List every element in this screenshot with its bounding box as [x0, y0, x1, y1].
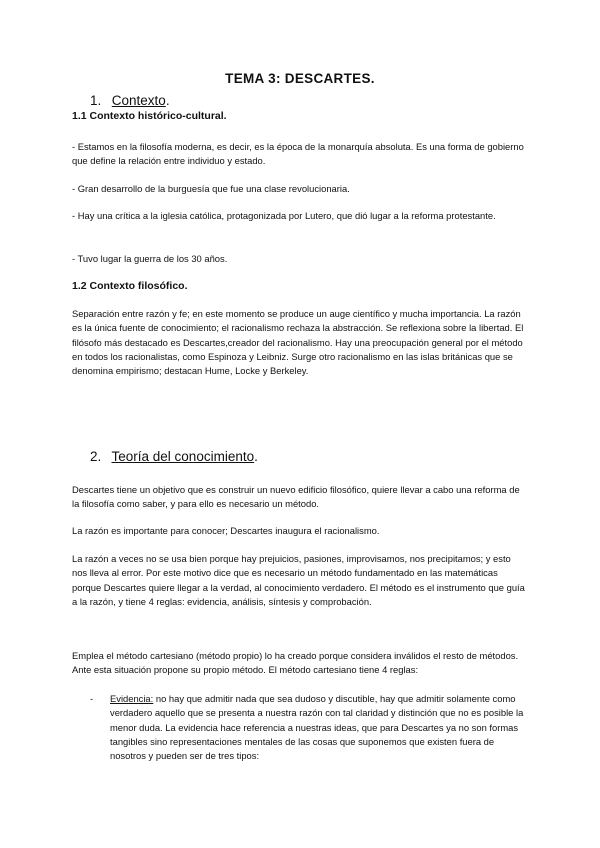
section-2-title: Teoría del conocimiento	[111, 449, 255, 464]
paragraph: Emplea el método cartesiano (método propio) lo ha creado porque considera inválidos el resto de métodos. Ante esta situación propone su propio método. El método cartesiano tiene 4 reglas:	[72, 650, 519, 676]
list-item-label: Evidencia:	[110, 693, 154, 704]
paragraph: Descartes tiene un objetivo que es construir un nuevo edificio filosófico, quiere llevar a cabo una reforma de la filosofía como saber, y para ello es necesario un método.	[72, 484, 520, 510]
paragraph: - Hay una crítica a la iglesia católica, protagonizada por Lutero, que dió lugar a la reforma protestante.	[72, 210, 496, 221]
list-item	[90, 692, 530, 763]
subsection-1-2-heading: 1.2 Contexto filosófico.	[72, 280, 188, 292]
paragraph: - Estamos en la filosofía moderna, es decir, es la época de la monarquía absoluta. Es una forma de gobierno que define la relación entre individuo y estado.	[72, 141, 524, 167]
section-2-number: 2.	[90, 449, 102, 464]
section-2-heading: 2. Teoría del conocimiento.	[90, 449, 258, 464]
section-1-number: 1.	[90, 93, 102, 108]
document-title: TEMA 3: DESCARTES.	[225, 71, 375, 86]
list-item-text: no hay que admitir nada que sea dudoso y discutible, hay que admitir solamente como verdadero aquello que se presenta a nuestra razón con tal claridad y distinción que no es posible la menor duda. La evidencia hace referencia a nuestras ideas, que para Descartes ya no son formas tangibles sino representaciones mentales de las cosas que suponemos que existen fuera de nosotros y pueden ser de tres tipos:	[110, 693, 524, 762]
section-1-heading: 1. Contexto.	[90, 93, 170, 108]
paragraph: - Tuvo lugar la guerra de los 30 años.	[72, 253, 228, 264]
paragraph: Separación entre razón y fe; en este momento se produce un auge científico y mucha importancia. La razón es la única fuente de conocimiento; el racionalismo rechaza la abstracción. Se reflexiona sobre la libertad. El filósofo más destacado es Descartes,creador del racionalismo. Hay una preocupación general por el método en todos los racionalistas, como Espinoza y Leibniz. Surge otro racionalismo en las islas británicas que se denomina empirismo; destacan Hume, Locke y Berkeley.	[72, 308, 524, 377]
paragraph: La razón a veces no se usa bien porque hay prejuicios, pasiones, improvisamos, nos precipitamos; y esto nos lleva al error. Por este motivo dice que es necesario un método fundamentado en las matemáticas porque Descartes quiere llegar a la verdad, al conocimiento verdadero. El método es el instrumento que guía a la razón, y tiene 4 reglas: evidencia, análisis, síntesis y comprobación.	[72, 553, 525, 607]
section-1-title: Contexto	[111, 93, 166, 108]
paragraph: - Gran desarrollo de la burguesía que fue una clase revolucionaria.	[72, 183, 350, 194]
list-bullet: -	[90, 693, 94, 704]
subsection-1-1-heading: 1.1 Contexto histórico-cultural.	[72, 110, 227, 122]
paragraph: La razón es importante para conocer; Descartes inaugura el racionalismo.	[72, 525, 380, 536]
